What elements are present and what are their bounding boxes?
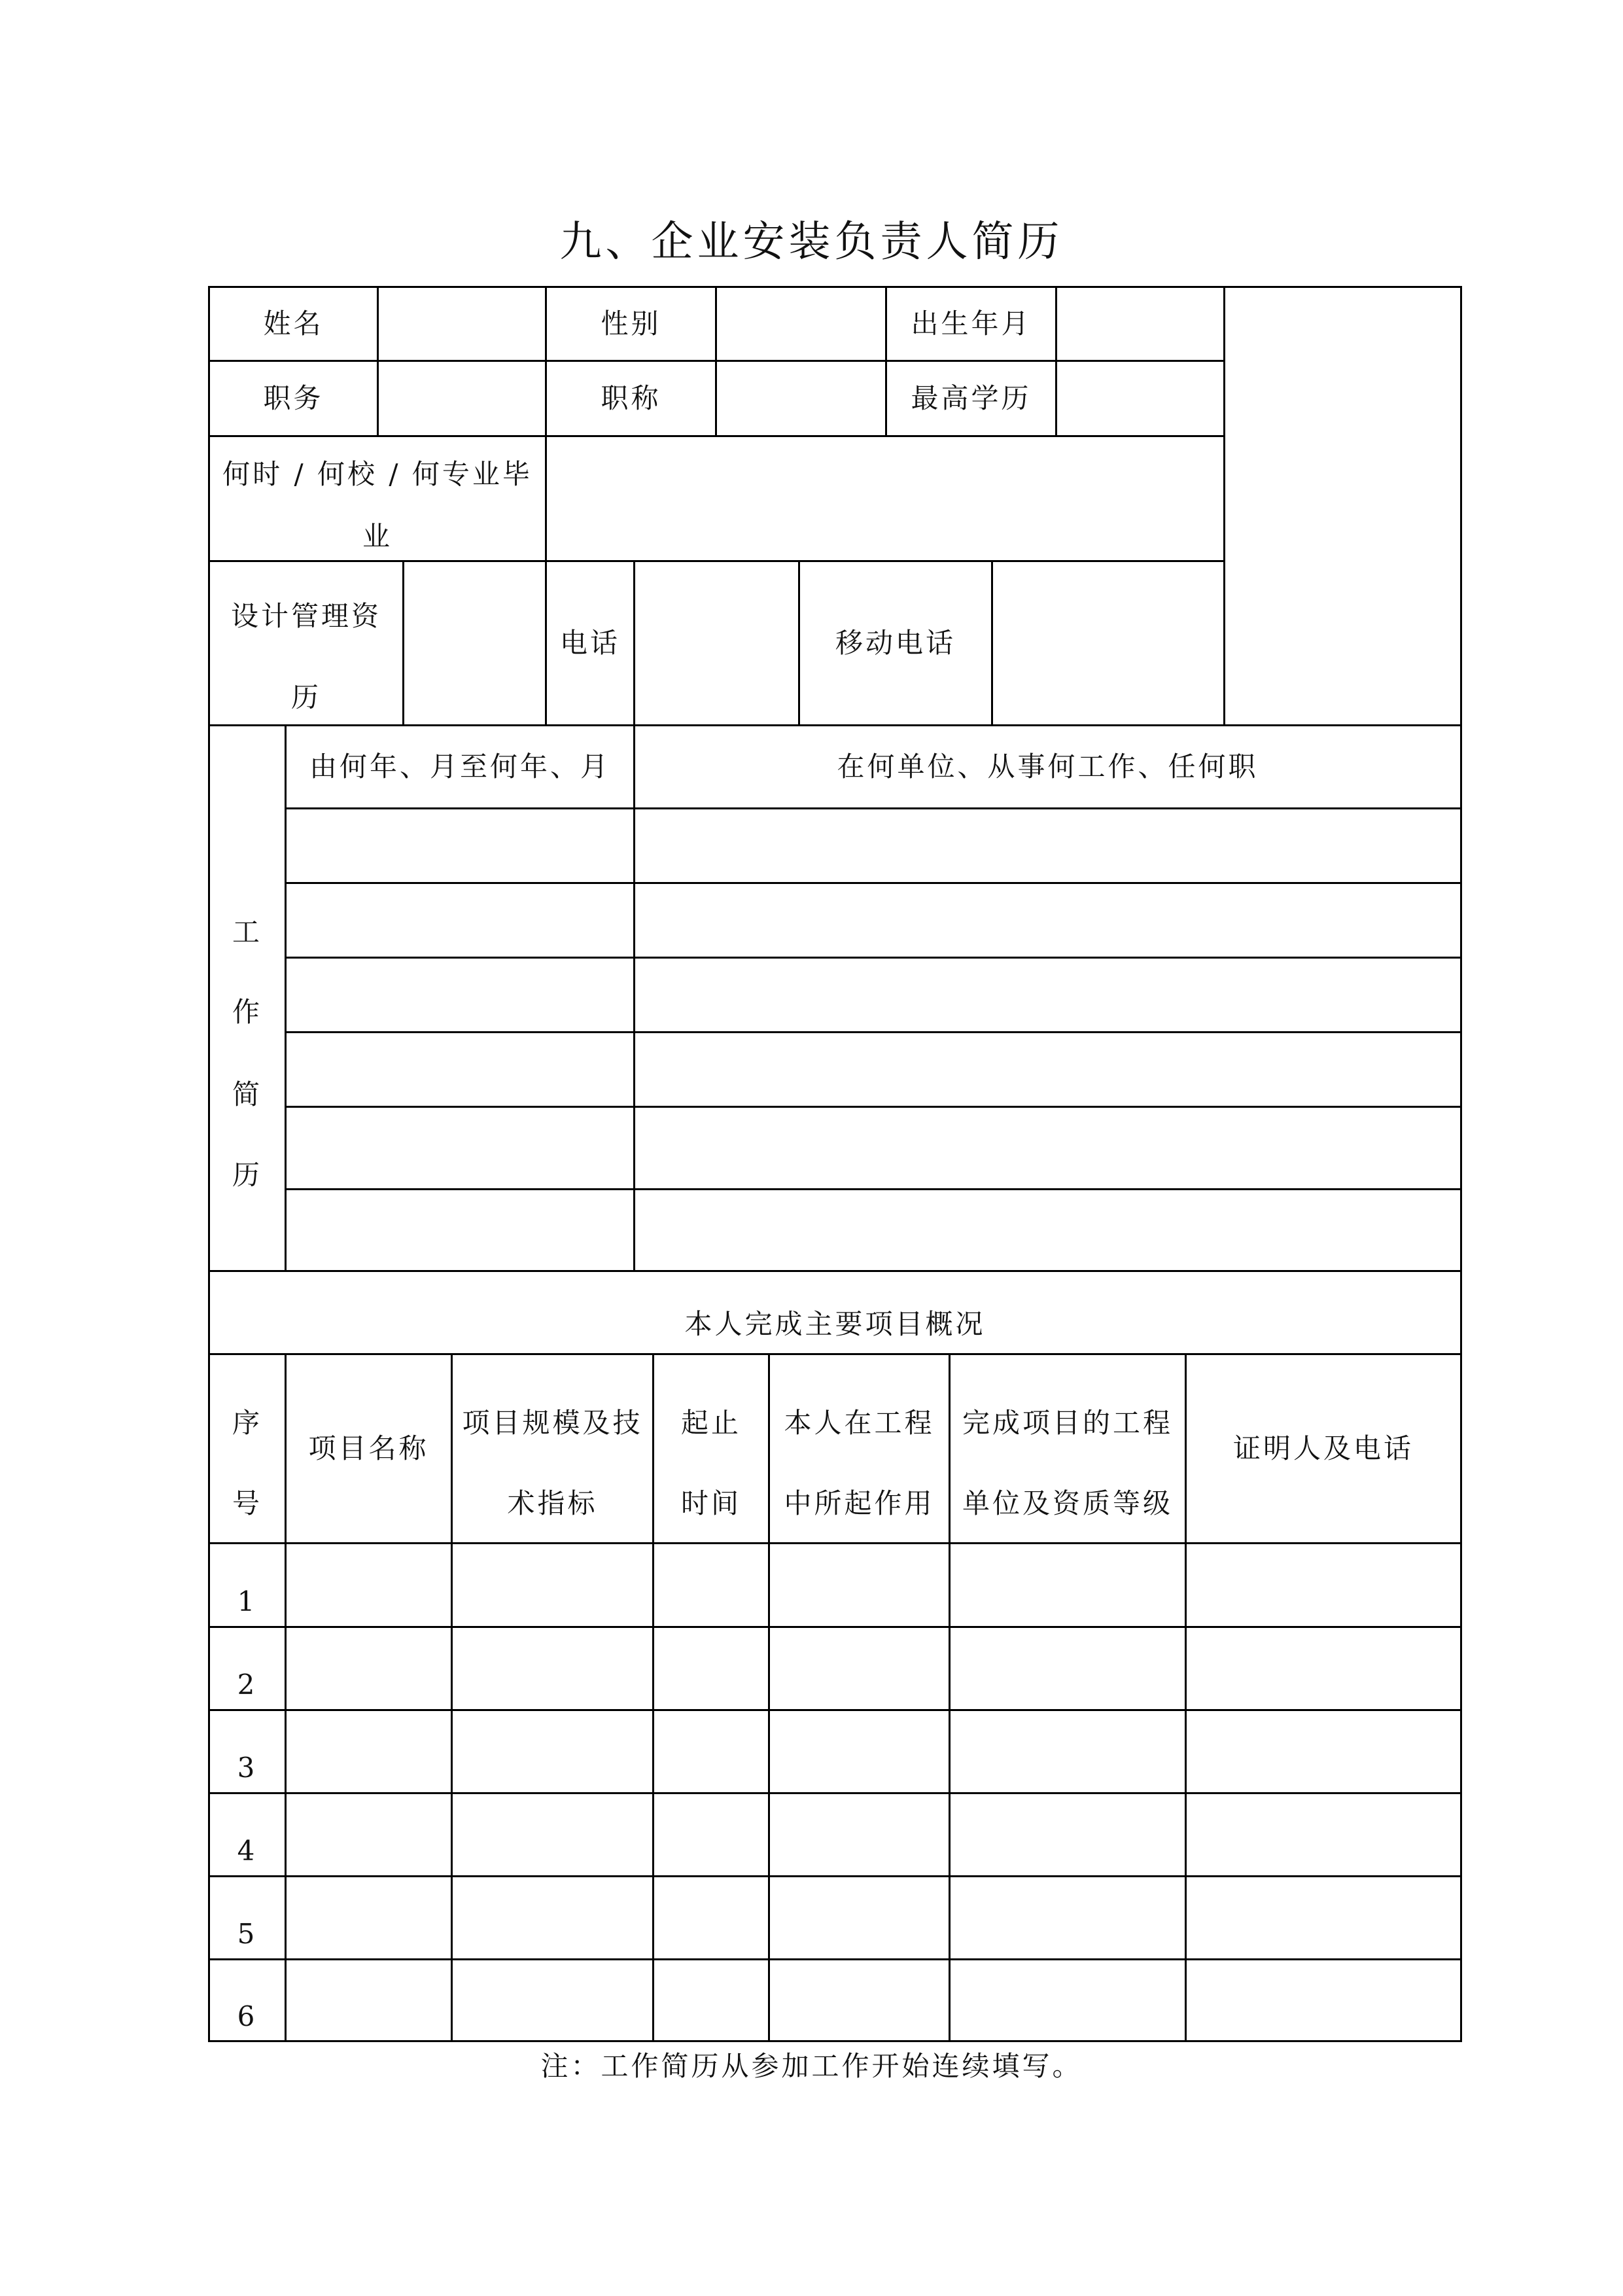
mobile-label: 移动电话 — [835, 627, 956, 659]
work-period-field-1[interactable] — [287, 809, 633, 882]
name-label: 姓名 — [263, 308, 324, 340]
project-name-header: 项目名称 — [308, 1432, 429, 1464]
work-period-field-5[interactable] — [287, 1108, 633, 1188]
work-unit-field-2[interactable] — [635, 884, 1460, 957]
page-title: 九、企业安装负责人简历 — [559, 218, 1064, 266]
scale-header-line2: 术指标 — [507, 1487, 598, 1519]
position-label: 职务 — [263, 382, 324, 414]
design-mgmt-label-line1: 设计管理资 — [230, 600, 381, 632]
unit-header: 在何单位、从事何工作、任何职 — [837, 751, 1259, 783]
work-unit-field-6[interactable] — [635, 1190, 1460, 1270]
name-field[interactable] — [379, 288, 545, 360]
design-mgmt-field[interactable] — [404, 562, 545, 724]
projects-section-title: 本人完成主要项目概况 — [684, 1308, 986, 1340]
phone-label: 电话 — [559, 627, 620, 659]
photo-area[interactable] — [1225, 288, 1460, 724]
unit-header-line1: 完成项目的工程 — [962, 1407, 1173, 1439]
work-unit-field-5[interactable] — [635, 1108, 1460, 1188]
phone-field[interactable] — [635, 562, 798, 724]
scale-header-line1: 项目规模及技 — [462, 1407, 643, 1439]
period-header: 由何年、月至何年、月 — [309, 751, 610, 783]
seq-header-line2: 号 — [232, 1487, 262, 1519]
gender-field[interactable] — [717, 288, 885, 360]
row-number-2: 2 — [237, 1668, 258, 1701]
row-number-3: 3 — [237, 1751, 258, 1784]
work-unit-field-1[interactable] — [635, 809, 1460, 882]
graduation-label-line2: 业 — [362, 520, 393, 552]
work-history-label-4: 历 — [232, 1159, 262, 1191]
work-unit-field-3[interactable] — [635, 959, 1460, 1031]
row-number-5: 5 — [237, 1917, 258, 1950]
role-header-line1: 本人在工程 — [784, 1407, 935, 1439]
work-history-label-1: 工 — [232, 916, 262, 948]
footnote: 注：工作简历从参加工作开始连续填写。 — [540, 2050, 1083, 2082]
work-history-label-3: 简 — [232, 1078, 262, 1110]
work-unit-field-4[interactable] — [635, 1033, 1460, 1106]
design-mgmt-label-line2: 历 — [290, 681, 321, 713]
education-field[interactable] — [1057, 362, 1223, 435]
education-label: 最高学历 — [911, 382, 1032, 414]
work-history-label-2: 作 — [232, 996, 262, 1028]
work-period-field-6[interactable] — [287, 1190, 633, 1270]
witness-header: 证明人及电话 — [1232, 1432, 1414, 1464]
graduation-field[interactable] — [547, 437, 1223, 560]
row-number-1: 1 — [237, 1585, 258, 1617]
mobile-field[interactable] — [993, 562, 1223, 724]
birth-date-field[interactable] — [1057, 288, 1223, 360]
role-header-line2: 中所起作用 — [784, 1487, 935, 1519]
birth-date-label: 出生年月 — [911, 308, 1032, 340]
work-period-field-3[interactable] — [287, 959, 633, 1031]
row-number-4: 4 — [237, 1834, 258, 1867]
gender-label: 性别 — [601, 308, 661, 340]
unit-header-line2: 单位及资质等级 — [962, 1487, 1173, 1519]
professional-title-label: 职称 — [601, 382, 661, 414]
position-field[interactable] — [379, 362, 545, 435]
seq-header-line1: 序 — [232, 1407, 262, 1439]
graduation-label-line1: 何时 / 何校 / 何专业毕 — [222, 458, 532, 490]
professional-title-field[interactable] — [717, 362, 885, 435]
time-header-line1: 起止 — [680, 1407, 741, 1439]
row-number-6: 6 — [237, 2000, 258, 2032]
time-header-line2: 时间 — [680, 1487, 741, 1519]
work-period-field-4[interactable] — [287, 1033, 633, 1106]
work-period-field-2[interactable] — [287, 884, 633, 957]
